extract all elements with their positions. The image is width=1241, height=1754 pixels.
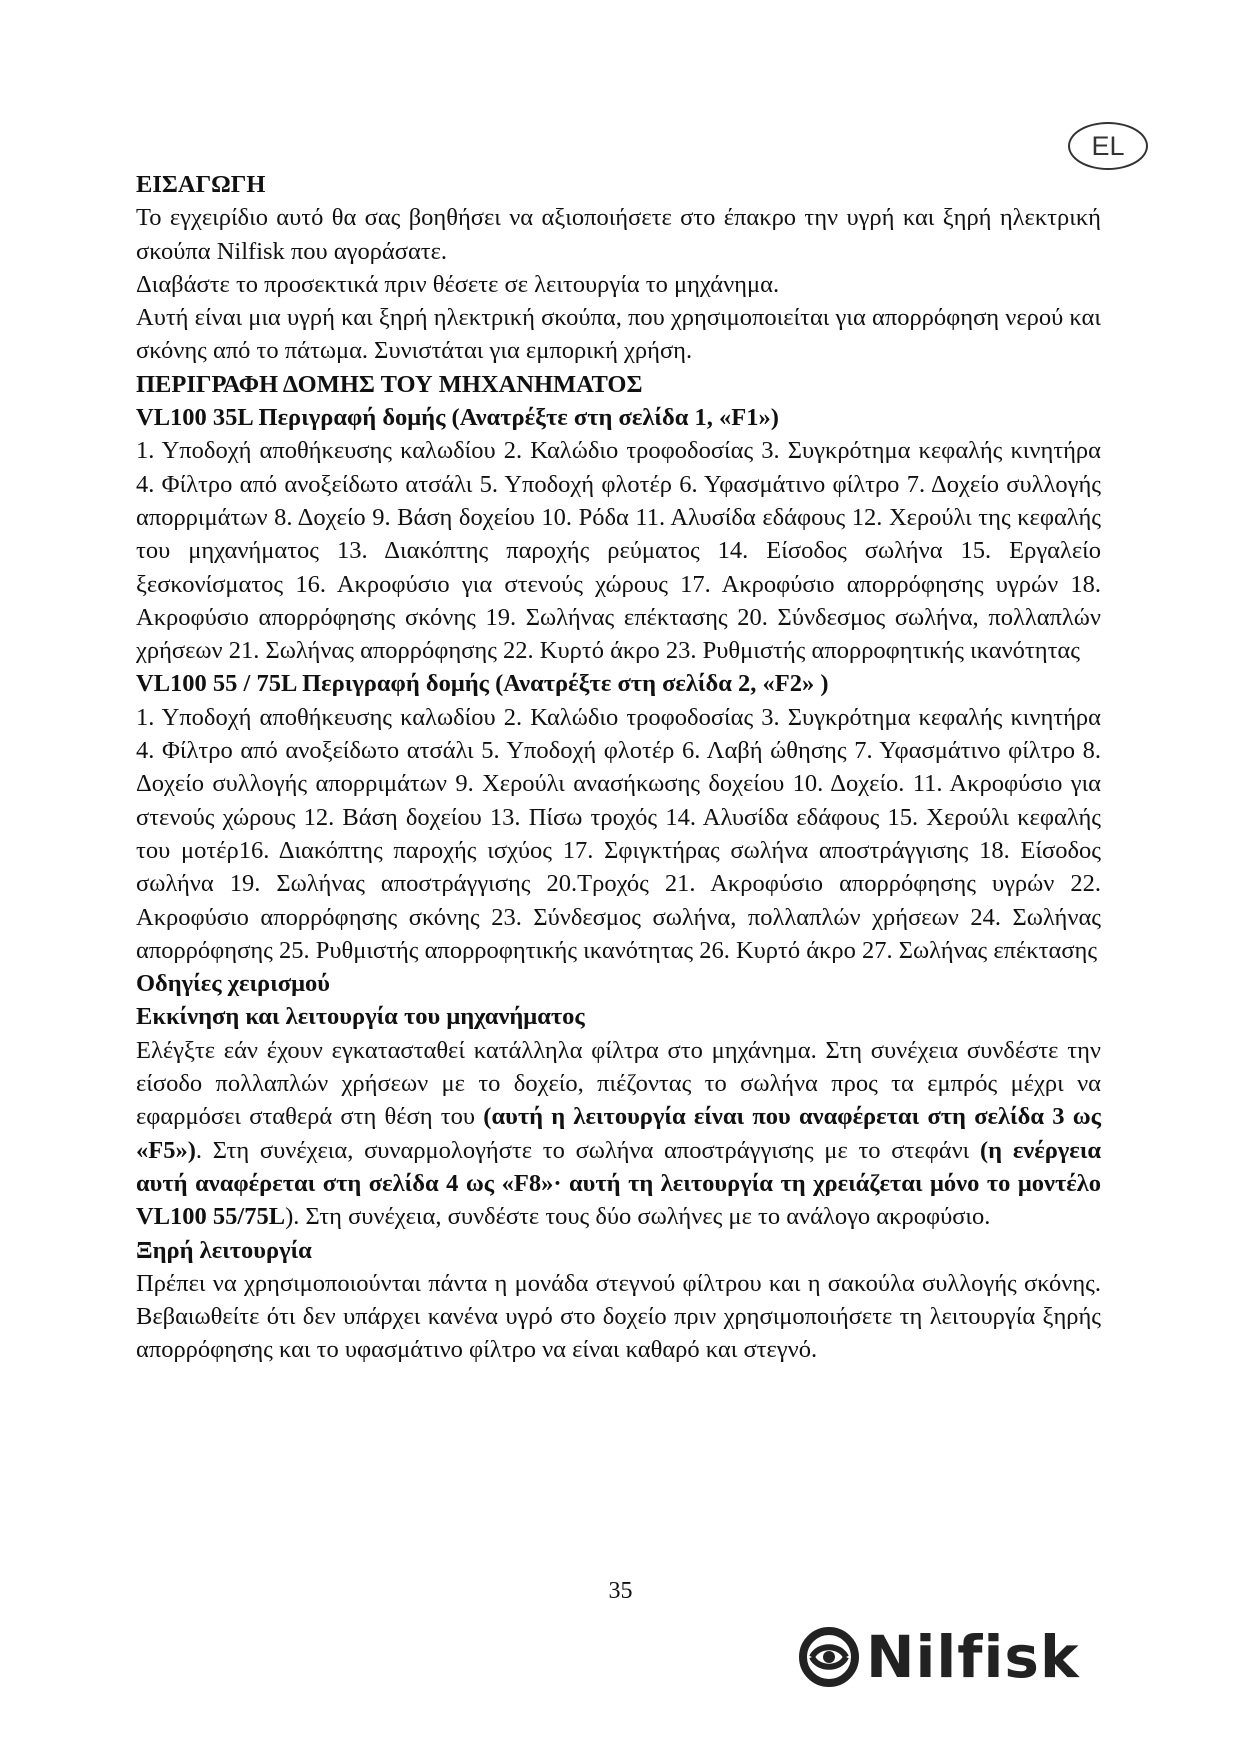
intro-paragraph-1: Το εγχειρίδιο αυτό θα σας βοηθήσει να αξιοποιήσετε στο έπακρο την υγρή και ξηρή ηλεκτρική σκούπα Nilfisk που αγοράσατε. [136,204,1101,265]
heading-vl100-35l: VL100 35L Περιγραφή δομής (Ανατρέξτε στη σελίδα 1, «F1») [136,404,779,432]
parts-list-35l: 1. Υποδοχή αποθήκευσης καλωδίου 2. Καλώδιο τροφοδοσίας 3. Συγκρότημα κεφαλής κινητήρα 4. Φίλτρο από ανοξείδωτο ατσάλι 5. Υποδοχή φλοτέρ 6. Υφασμάτινο φίλτρο 7. Δοχείο συλλογής απορριμάτων 8. Δοχείο 9. Βάση δοχείου 10. Ρόδα 11. Αλυσίδα εδάφους 12. Χερούλι της κεφαλής του μηχανήματος 13. Διακόπτης παροχής ρεύματος 14. Είσοδος σωλήνα 15. Εργαλείο ξεσκονίσματος 16. Ακροφύσιο για στενούς χώρους 17. Ακροφύσιο απορρόφησης υγρών 18. Ακροφύσιο απορρόφησης σκόνης 19. Σωλήνας επέκτασης 20. Σύνδεσμος σωλήνα, πολλαπλών χρήσεων 21. Σωλήνας απορρόφησης 22. Κυρτό άκρο 23. Ρυθμιστής απορροφητικής ικανότητας [136,437,1101,665]
nilfisk-swirl-icon [798,1626,860,1688]
language-badge: EL [1068,122,1148,170]
heading-operating-instructions: Οδηγίες χειρισμού [136,970,330,998]
intro-paragraph-2: Διαβάστε το προσεκτικά πριν θέσετε σε λειτουργία το μηχάνημα. [136,270,780,298]
heading-vl100-55-75l: VL100 55 / 75L Περιγραφή δομής (Ανατρέξτε στη σελίδα 2, «F2» ) [136,670,829,698]
dry-operation-paragraph: Πρέπει να χρησιμοποιούνται πάντα η μονάδα στεγνού φίλτρου και η σακούλα συλλογής σκόνης. Βεβαιωθείτε ότι δεν υπάρχει κανένα υγρό στο δοχείο πριν χρησιμοποιήσετε τη λειτουργία ξηρής απορρόφησης και το υφασμάτινο φίλτρο να είναι καθαρό και στεγνό. [136,1269,1101,1364]
start-text-3: ). Στη συνέχεια, συνδέστε τους δύο σωλήνες με το ανάλογο ακροφύσιο. [285,1203,991,1231]
page-number: 35 [608,1578,633,1604]
start-text-1: Ελέγξτε εάν έχουν εγκατασταθεί κατάλληλα φίλτρα στο μηχάνημα. Στη συνέχεια συνδέστε την είσοδο πολλαπλών χρήσεων με το δοχείο, πιέζοντας το σωλήνα προς τα εμπρός μέχρι να εφαρμόσει σταθερά στη θέση του [136,1036,1101,1131]
start-text-2: . Στη συνέχεια, συναρμολογήστε το σωλήνα αποστράγγισης με το στεφάνι [195,1136,970,1164]
page-content [136,168,1101,1367]
heading-introduction: ΕΙΣΑΓΩΓΗ [136,171,266,198]
parts-list-55-75l: 1. Υποδοχή αποθήκευσης καλωδίου 2. Καλώδιο τροφοδοσίας 3. Συγκρότημα κεφαλής κινητήρα 4. Φίλτρο από ανοξείδωτο ατσάλι 5. Υποδοχή φλοτέρ 6. Λαβή ώθησης 7. Υφασμάτινο φίλτρο 8. Δοχείο συλλογής απορριμάτων 9. Χερούλι ανασήκωσης δοχείου 10. Δοχείο. 11. Ακροφύσιο για στενούς χώρους 12. Βάση δοχείου 13. Πίσω τροχός 14. Αλυσίδα εδάφους 15. Χερούλι κεφαλής του μοτέρ16. Διακόπτης παροχής ισχύος 17. Σφιγκτήρας σωλήνα αποστράγγισης 18. Είσοδος σωλήνα 19. Σωλήνας αποστράγγισης 20.Τροχός 21. Ακροφύσιο απορρόφησης υγρών 22. Ακροφύσιο απορρόφησης σκόνης 23. Σύνδεσμος σωλήνα, πολλαπλών χρήσεων 24. Σωλήνας απορρόφησης 25. Ρυθμιστής απορροφητικής ικανότητας 26. Κυρτό άκρο 27. Σωλήνας επέκτασης [136,703,1101,964]
heading-machine-description: ΠΕΡΙΓΡΑΦΗ ΔΟΜΗΣ ΤΟΥ ΜΗΧΑΝΗΜΑΤΟΣ [136,370,643,398]
brand-logo [798,1622,1080,1692]
brand-name: Nilfisk [866,1623,1080,1691]
heading-start-operation: Εκκίνηση και λειτουργία του μηχανήματος [136,1003,585,1031]
start-bold-2: (η ενέργεια αυτή αναφέρεται στη σελίδα 4 ως «F8»· αυτή τη λειτουργία τη χρειάζεται μόνο το μοντέλο VL100 55/75L [136,1136,1102,1231]
heading-dry-operation: Ξηρή λειτουργία [136,1236,312,1264]
intro-paragraph-3: Αυτή είναι μια υγρή και ξηρή ηλεκτρική σκούπα, που χρησιμοποιείται για απορρόφηση νερού και σκόνης από το πάτωμα. Συνιστάται για εμπορική χρήση. [136,304,1101,365]
start-bold-1: (αυτή η λειτουργία είναι που αναφέρεται στη σελίδα 3 ως «F5») [136,1103,1102,1164]
start-operation-paragraph [136,1034,1101,1234]
